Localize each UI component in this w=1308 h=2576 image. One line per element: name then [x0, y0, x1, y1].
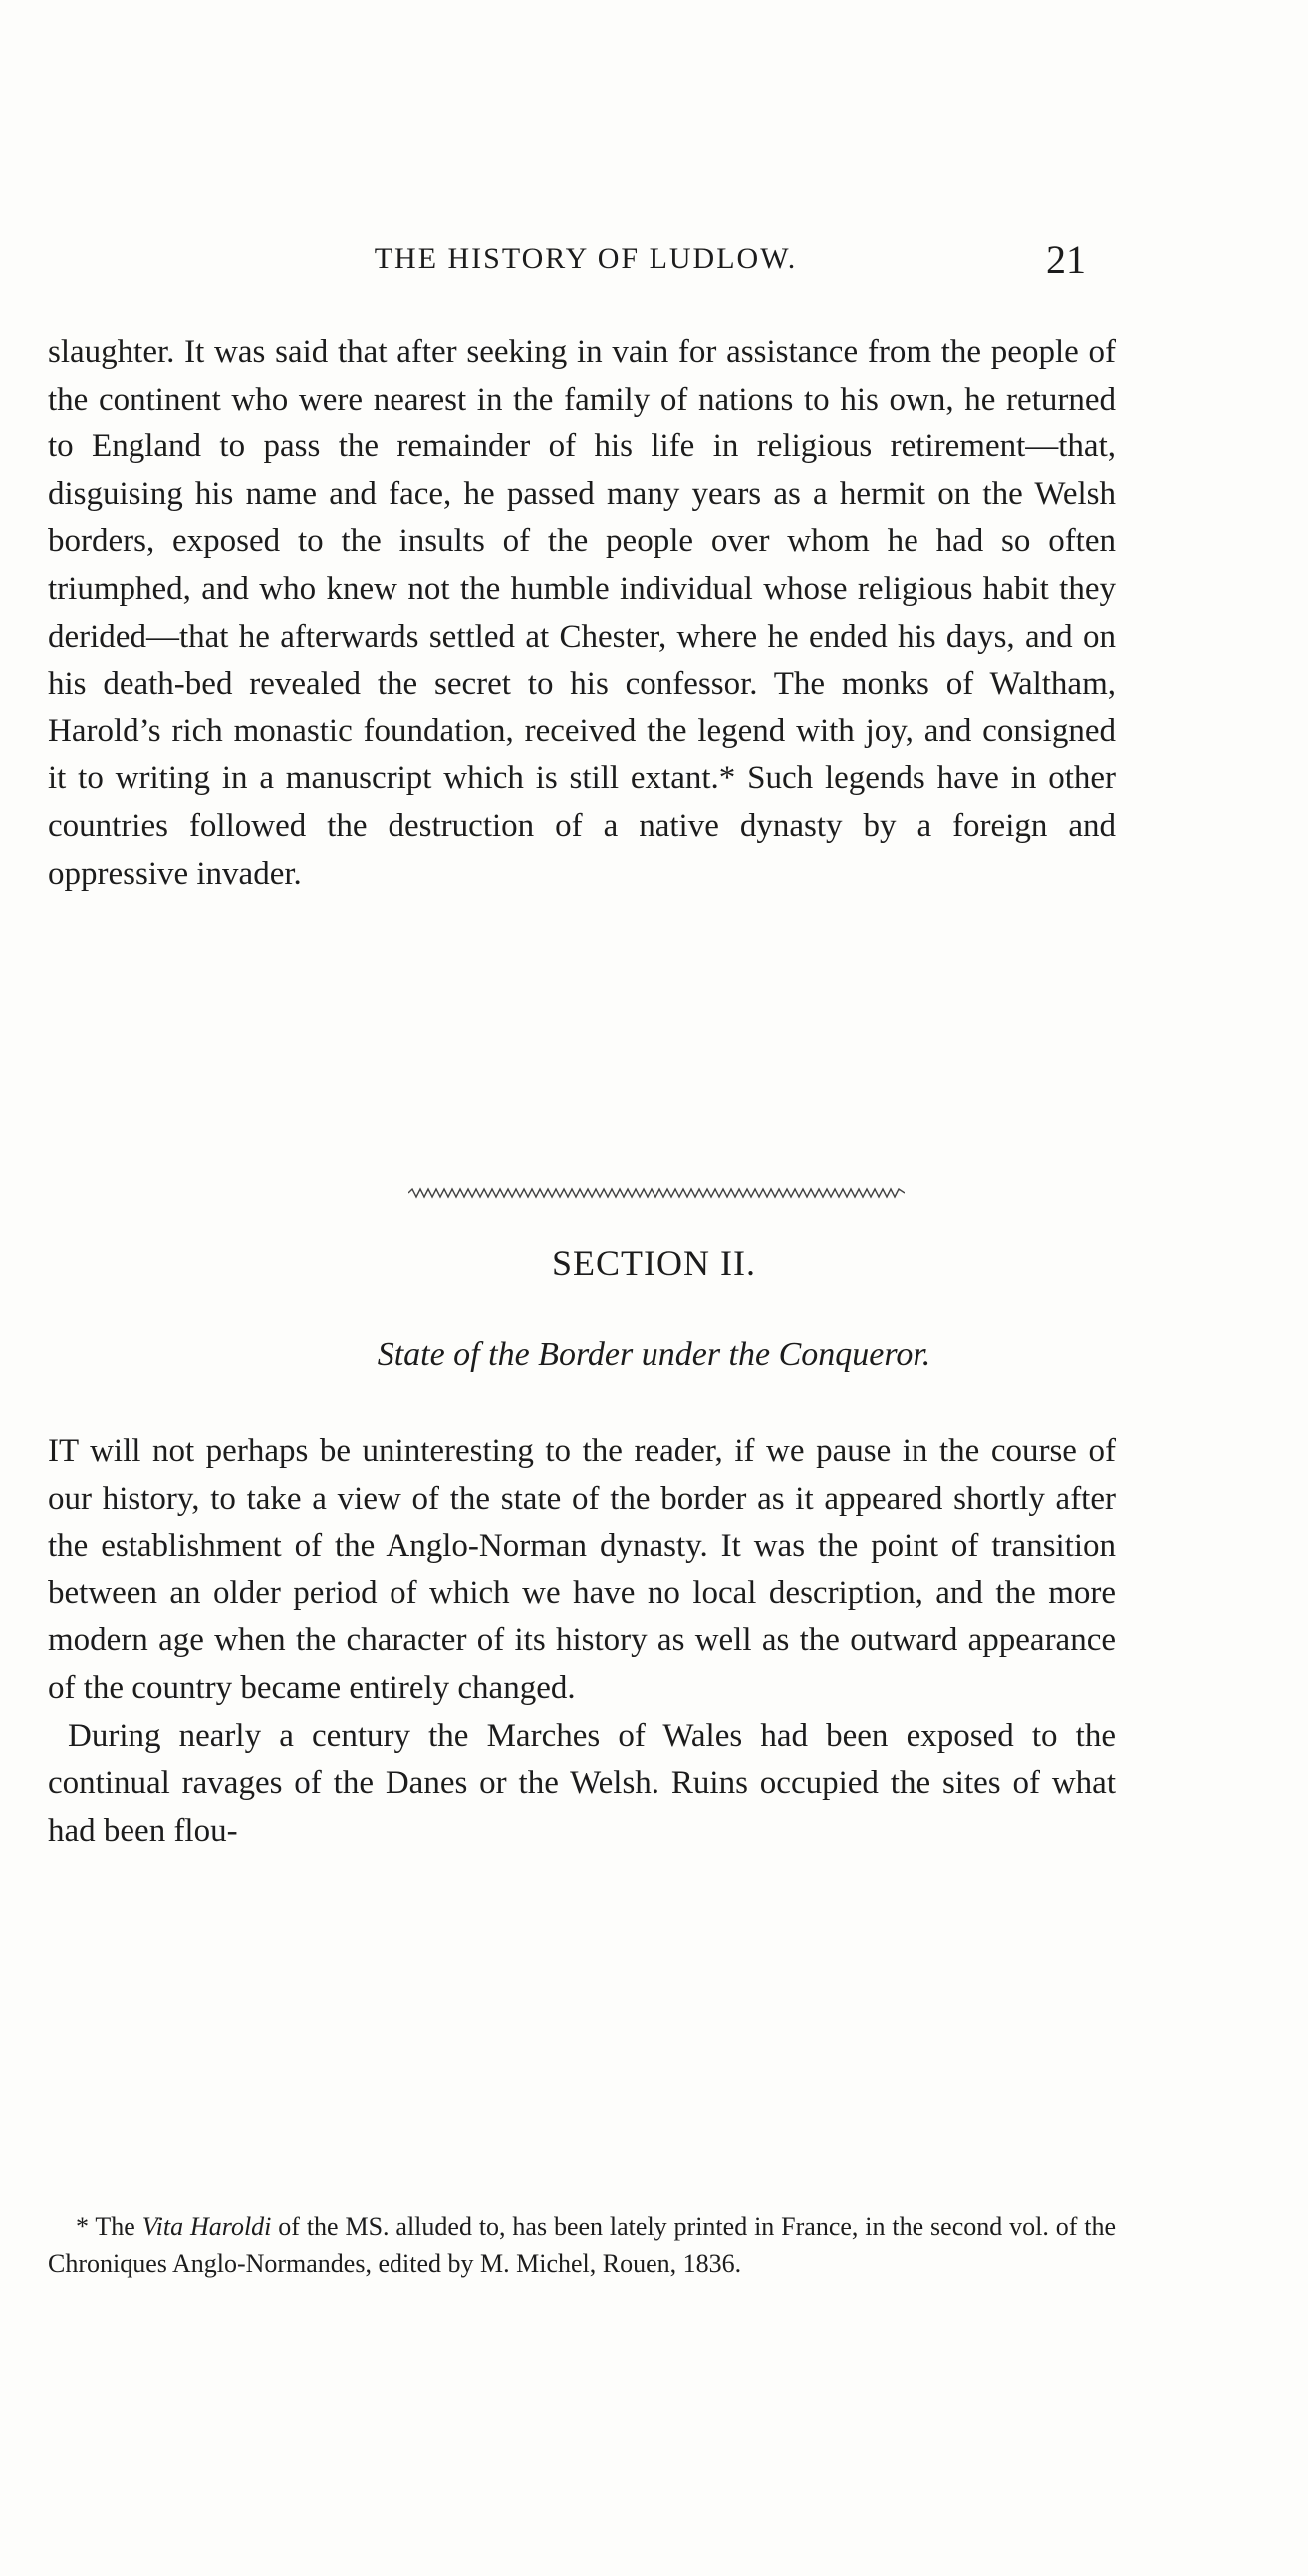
- section-heading: SECTION II.: [552, 1243, 756, 1283]
- footnote-text: [48, 2208, 1116, 2282]
- paragraph-1: [48, 329, 1116, 898]
- footnote-italic-title: Vita Haroldi: [141, 2212, 272, 2241]
- paragraph-1-text: slaughter. It was said that after seeking in vain for assistance from the people of the continent who were nearest in the family of nations to his own, he returned to England to pass the remainder of his life in religious retirement—that, disguising his name and face, he passed many years as a hermit on the Welsh borders, exposed to the insults of the people over whom he had so often triumphed, and who knew not the humble individual whose religious habit they derided—that he afterwards settled at Chester, where he ended his days, and on his death-bed revealed the secret to his confessor. The monks of Waltham, Harold’s rich monastic foundation, received the legend with joy, and consigned it to writing in a manuscript which is still extant.* Such legends have in other countries followed the destruction of a native dynasty by a foreign and oppressive invader.: [48, 334, 1116, 892]
- section-body: [48, 1428, 1116, 1855]
- footnote-body: of the MS. alluded to, has been lately printed in France, in the second vol. of the Chroniques Anglo-Normandes, edited by M. Michel, Rouen, 1836.: [48, 2212, 1117, 2278]
- section-subtitle: State of the Border under the Conqueror.: [377, 1336, 931, 1373]
- ornamental-divider: [408, 1183, 905, 1203]
- running-head: [0, 237, 1308, 292]
- running-title: THE HISTORY OF LUDLOW.: [374, 242, 798, 275]
- footnote: [48, 2208, 1116, 2282]
- paragraph-2: IT will not perhaps be uninteresting to the reader, if we pause in the course of our history, to take a view of the state of the border as it appeared shortly after the establishment of the Anglo-Norman dynasty. It was the point of transition between an older period of which we have no local description, and the more modern age when the character of its history as well as the outward appearance of the country became entirely changed.: [48, 1433, 1116, 1706]
- paragraph-3: During nearly a century the Marches of Wales had been exposed to the continual ravages of the Danes or the Welsh. Ruins occupied the sites of what had been flou-: [48, 1717, 1116, 1849]
- page-number: 21: [1046, 237, 1086, 282]
- footnote-marker: * The: [76, 2212, 135, 2241]
